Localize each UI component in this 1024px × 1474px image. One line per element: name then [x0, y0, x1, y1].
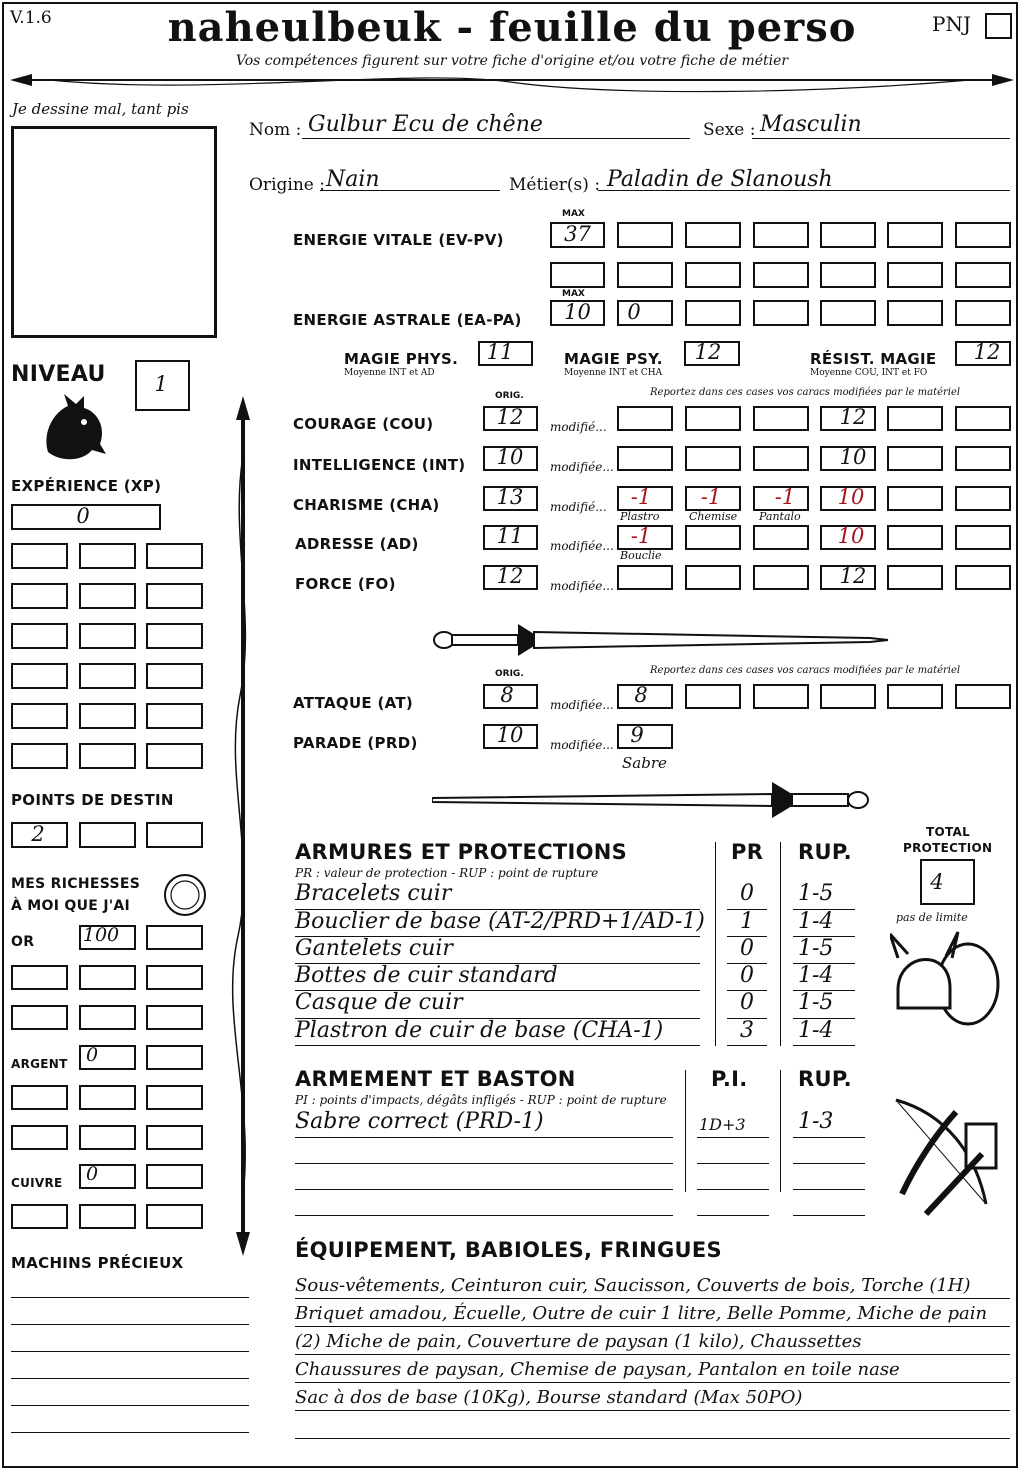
cou-mod-box[interactable] [887, 406, 943, 431]
armure-name[interactable]: Plastron de cuir de base (CHA-1) [295, 1018, 664, 1043]
sheet-subtitle: Vos compétences figurent sur votre fiche d'origine et/ou votre fiche de métier [235, 53, 789, 69]
pr-header: PR [731, 840, 764, 864]
ad-orig-box[interactable]: 11 [483, 525, 538, 550]
equipement-rule [295, 1382, 1010, 1383]
int-final-box[interactable]: 10 [820, 446, 876, 471]
arme-name[interactable]: Sabre correct (PRD-1) [295, 1109, 544, 1134]
arme-rup[interactable]: 1-3 [798, 1109, 834, 1134]
richesses-label-2: À MOI QUE J'AI [11, 898, 131, 914]
arme-line [295, 1163, 673, 1164]
ev-box[interactable] [753, 222, 809, 248]
fo-orig-box[interactable]: 12 [483, 565, 538, 590]
xp-cell[interactable] [79, 543, 136, 569]
armure-pr[interactable]: 0 [740, 881, 754, 906]
cuivre-box[interactable] [11, 1204, 68, 1229]
ea-box[interactable] [753, 300, 809, 326]
cou-final-box[interactable]: 12 [820, 406, 876, 431]
sexe-line [752, 138, 1010, 139]
or-box[interactable] [79, 965, 136, 990]
vertical-spear-icon [228, 396, 258, 1256]
ev-box[interactable] [820, 222, 876, 248]
pi-header: P.I. [711, 1067, 748, 1091]
equipement-title: ÉQUIPEMENT, BABIOLES, FRINGUES [295, 1238, 722, 1262]
arme-line [295, 1189, 673, 1190]
armure-line [727, 1018, 767, 1019]
orig-label: ORIG. [495, 391, 524, 401]
sword-icon-2 [432, 776, 872, 824]
armure-pr[interactable]: 3 [740, 1018, 754, 1043]
equipement-rule [295, 1438, 1010, 1439]
int-mod-box[interactable] [617, 446, 673, 471]
cha-mod-label: modifié... [550, 500, 607, 514]
ea-max-label: MAX [562, 289, 585, 299]
destin-box[interactable] [79, 822, 136, 848]
ev-box[interactable] [753, 262, 809, 288]
metier-value[interactable]: Paladin de Slanoush [607, 167, 833, 192]
magie-phys-label: MAGIE PHYS. [344, 350, 459, 368]
armure-line [793, 1018, 855, 1019]
cou-mod-box[interactable] [753, 406, 809, 431]
ev-label: ENERGIE VITALE (EV-PV) [293, 231, 504, 249]
or-label: OR [11, 934, 35, 950]
argent-box[interactable] [79, 1085, 136, 1110]
at-mod-box[interactable]: 8 [617, 684, 673, 709]
armure-line [295, 1018, 700, 1019]
weapons-icon [886, 1094, 1006, 1220]
arme-line [793, 1137, 865, 1138]
cou-label: COURAGE (COU) [293, 415, 434, 433]
nom-value[interactable]: Gulbur Ecu de chêne [308, 112, 543, 137]
xp-box[interactable]: 0 [11, 504, 161, 530]
armure-line [793, 963, 855, 964]
armement-divider [780, 1070, 781, 1192]
cou-mod-box[interactable] [685, 406, 741, 431]
fo-mod-box[interactable] [685, 565, 741, 590]
equipement-rule [295, 1298, 1010, 1299]
metier-label: Métier(s) : [509, 175, 601, 195]
cha-m2-note: Chemise [689, 510, 738, 523]
ev-box[interactable] [887, 262, 943, 288]
armure-rup[interactable]: 1-4 [798, 963, 834, 988]
version-label: V.1.6 [10, 8, 52, 28]
prd-mod-box[interactable]: 9 [617, 724, 673, 749]
int-mod-box[interactable] [887, 446, 943, 471]
total-label: TOTAL [926, 825, 971, 839]
at-mod-box[interactable] [685, 684, 741, 709]
ad-mod-box[interactable] [887, 525, 943, 550]
origine-value[interactable]: Nain [326, 167, 380, 192]
destin-box[interactable]: 2 [11, 822, 68, 848]
spear-divider-icon [10, 66, 1014, 96]
rup-header: RUP. [798, 840, 852, 864]
nom-label: Nom : [249, 120, 302, 140]
equipement-rule [295, 1410, 1010, 1411]
ea-label: ENERGIE ASTRALE (EA-PA) [293, 311, 522, 329]
or-box[interactable] [11, 1005, 68, 1030]
xp-cell[interactable] [146, 583, 203, 609]
cou-mod-box[interactable] [617, 406, 673, 431]
combat-report-note: Reportez dans ces cases vos caracs modifiées par le matériel [650, 665, 961, 676]
ev-max-box[interactable]: 37 [550, 222, 605, 248]
xp-cell[interactable] [79, 623, 136, 649]
armure-pr[interactable]: 0 [740, 936, 754, 961]
or-box[interactable] [11, 965, 68, 990]
at-mod-box[interactable] [955, 684, 1011, 709]
argent-box[interactable] [11, 1085, 68, 1110]
combat-orig-label: ORIG. [495, 669, 524, 679]
argent-box[interactable]: 0 [79, 1045, 136, 1070]
ev-box[interactable] [685, 262, 741, 288]
prd-mod-label: modifiée... [550, 738, 614, 752]
or-box[interactable] [79, 1005, 136, 1030]
armure-name[interactable]: Gantelets cuir [295, 936, 453, 961]
armure-pr[interactable]: 1 [740, 909, 754, 934]
cuivre-label: CUIVRE [11, 1176, 63, 1190]
or-box[interactable] [146, 925, 203, 950]
resist-magie-box[interactable]: 12 [955, 341, 1011, 366]
machins-line [11, 1297, 249, 1298]
armement-divider [685, 1070, 686, 1192]
xp-cell[interactable] [11, 623, 68, 649]
cou-mod-label: modifié... [550, 420, 607, 434]
at-mod-box[interactable] [820, 684, 876, 709]
ea-box[interactable] [955, 300, 1011, 326]
armure-line [295, 909, 700, 910]
armure-rup[interactable]: 1-4 [798, 1018, 834, 1043]
portrait-box[interactable] [11, 126, 217, 338]
int-mod-box[interactable] [753, 446, 809, 471]
rup-header-2: RUP. [798, 1067, 852, 1091]
xp-cell[interactable] [146, 703, 203, 729]
cou-orig-box[interactable]: 12 [483, 406, 538, 431]
ea-max-box[interactable]: 10 [550, 300, 605, 326]
coin-icon [162, 872, 208, 918]
int-mod-box[interactable] [685, 446, 741, 471]
xp-cell[interactable] [79, 743, 136, 769]
armement-title: ARMEMENT ET BASTON [295, 1067, 576, 1091]
argent-box[interactable] [146, 1085, 203, 1110]
cha-m3-note: Pantalo [759, 510, 801, 523]
xp-cell[interactable] [79, 703, 136, 729]
machins-line [11, 1378, 249, 1379]
or-box[interactable]: 100 [79, 925, 136, 950]
xp-cell[interactable] [79, 663, 136, 689]
richesses-label: MES RICHESSES [11, 876, 141, 892]
xp-cell[interactable] [146, 623, 203, 649]
metier-line [598, 190, 1010, 191]
fo-final-box[interactable]: 12 [820, 565, 876, 590]
armure-name[interactable]: Casque de cuir [295, 990, 463, 1015]
equipement-rule [295, 1326, 1010, 1327]
machins-line [11, 1432, 249, 1433]
machins-label: MACHINS PRÉCIEUX [11, 1254, 184, 1272]
armures-note: PR : valeur de protection - RUP : point de rupture [295, 866, 599, 880]
armure-line [295, 990, 700, 991]
armure-name[interactable]: Bottes de cuir standard [295, 963, 558, 988]
cou-mod-box[interactable] [955, 406, 1011, 431]
machins-line [11, 1351, 249, 1352]
destin-box[interactable] [146, 822, 203, 848]
magie-psy-label: MAGIE PSY. [564, 350, 663, 368]
fo-mod-box[interactable] [887, 565, 943, 590]
xp-cell[interactable] [11, 543, 68, 569]
arme-line [793, 1163, 865, 1164]
prd-note: Sabre [622, 754, 667, 772]
armure-rup[interactable]: 1-5 [798, 881, 834, 906]
ad-mod-box[interactable] [955, 525, 1011, 550]
ev-box[interactable] [685, 222, 741, 248]
cha-mod-box[interactable] [887, 486, 943, 511]
cha-orig-box[interactable]: 13 [483, 486, 538, 511]
or-box[interactable] [146, 1005, 203, 1030]
armure-line [793, 909, 855, 910]
dragon-icon [40, 392, 108, 464]
total-protection-box[interactable]: 4 [920, 859, 975, 905]
ad-mod-box[interactable]: -1 [617, 525, 673, 550]
cuivre-box[interactable] [146, 1164, 203, 1189]
armure-line [727, 990, 767, 991]
pnj-label: PNJ [932, 12, 971, 36]
xp-label: EXPÉRIENCE (XP) [11, 477, 162, 495]
armure-pr[interactable]: 0 [740, 990, 754, 1015]
armure-line [727, 1045, 767, 1046]
ad-m1-note: Bouclie [620, 549, 662, 562]
armure-line [793, 936, 855, 937]
armure-rup[interactable]: 1-5 [798, 990, 834, 1015]
ev-box[interactable] [617, 222, 673, 248]
ev-box[interactable] [820, 262, 876, 288]
int-orig-box[interactable]: 10 [483, 446, 538, 471]
armure-line [295, 936, 700, 937]
magie-phys-box[interactable]: 11 [478, 341, 533, 366]
fo-mod-box[interactable] [617, 565, 673, 590]
cha-mod-box[interactable]: -1 [685, 486, 741, 511]
armure-line [727, 909, 767, 910]
ad-label: ADRESSE (AD) [295, 535, 419, 553]
helmet-shield-icon [890, 928, 1002, 1028]
argent-box[interactable] [146, 1045, 203, 1070]
armure-line [295, 1045, 700, 1046]
armure-line [727, 936, 767, 937]
arme-line [295, 1137, 673, 1138]
or-box[interactable] [146, 965, 203, 990]
resist-magie-note: Moyenne COU, INT et FO [810, 368, 928, 378]
prd-orig-box[interactable]: 10 [483, 724, 538, 749]
sword-icon [430, 620, 890, 660]
niveau-box[interactable]: 1 [135, 360, 190, 411]
armure-line [793, 1045, 855, 1046]
armures-divider [715, 842, 716, 1046]
int-mod-label: modifiée... [550, 460, 614, 474]
ad-mod-box[interactable] [753, 525, 809, 550]
int-mod-box[interactable] [955, 446, 1011, 471]
machins-line [11, 1405, 249, 1406]
ev-max-label: MAX [562, 209, 585, 219]
armure-rup[interactable]: 1-4 [798, 909, 834, 934]
magie-psy-box[interactable]: 12 [684, 341, 740, 366]
arme-line [793, 1215, 865, 1216]
equipement-line[interactable]: Sous-vêtements, Ceinturon cuir, Saucisson, Couverts de bois, Torche (1H) [295, 1275, 971, 1296]
magie-phys-note: Moyenne INT et AD [344, 368, 435, 378]
origine-line [320, 190, 500, 191]
fo-label: FORCE (FO) [295, 575, 396, 593]
argent-box[interactable] [146, 1125, 203, 1150]
machins-line [11, 1324, 249, 1325]
fo-mod-box[interactable] [753, 565, 809, 590]
armement-note: PI : points d'impacts, dégâts infligés - RUP : point de rupture [295, 1093, 667, 1107]
armure-pr[interactable]: 0 [740, 963, 754, 988]
xp-cell[interactable] [11, 583, 68, 609]
armures-title: ARMURES ET PROTECTIONS [295, 840, 628, 864]
xp-cell[interactable] [11, 743, 68, 769]
niveau-label: NIVEAU [11, 362, 106, 387]
at-label: ATTAQUE (AT) [293, 694, 414, 712]
ea-box[interactable] [685, 300, 741, 326]
ev-box[interactable] [550, 262, 605, 288]
at-mod-box[interactable] [753, 684, 809, 709]
resist-magie-label: RÉSIST. MAGIE [810, 350, 937, 368]
ev-box[interactable] [955, 222, 1011, 248]
at-mod-label: modifiée... [550, 698, 614, 712]
cuivre-box[interactable]: 0 [79, 1164, 136, 1189]
cha-mod-box[interactable] [955, 486, 1011, 511]
ad-mod-box[interactable] [685, 525, 741, 550]
armure-line [793, 990, 855, 991]
xp-cell[interactable] [146, 663, 203, 689]
fo-mod-label: modifiée... [550, 579, 614, 593]
equipement-line[interactable]: Sac à dos de base (10Kg), Bourse standard (Max 50PO) [295, 1387, 803, 1408]
arme-line [697, 1137, 769, 1138]
nom-line [302, 138, 690, 139]
ad-final-box[interactable]: 10 [820, 525, 876, 550]
xp-cell[interactable] [11, 703, 68, 729]
xp-cell[interactable] [146, 743, 203, 769]
origine-label: Origine : [249, 175, 325, 195]
equipement-line[interactable]: Briquet amadou, Écuelle, Outre de cuir 1 litre, Belle Pomme, Miche de pain [295, 1303, 988, 1324]
cuivre-box[interactable] [79, 1204, 136, 1229]
arme-line [697, 1215, 769, 1216]
cha-mod-box[interactable]: -1 [753, 486, 809, 511]
xp-cell[interactable] [11, 663, 68, 689]
armure-line [727, 963, 767, 964]
armure-name[interactable]: Bracelets cuir [295, 881, 452, 906]
pnj-checkbox[interactable] [985, 13, 1012, 39]
sheet-title: naheulbeuk - feuille du perso [167, 4, 857, 51]
equipement-line[interactable]: (2) Miche de pain, Couverture de paysan (1 kilo), Chaussettes [295, 1331, 862, 1352]
prd-label: PARADE (PRD) [293, 734, 418, 752]
at-mod-box[interactable] [887, 684, 943, 709]
argent-label: ARGENT [11, 1057, 68, 1071]
int-label: INTELLIGENCE (INT) [293, 456, 466, 474]
ev-box[interactable] [887, 222, 943, 248]
equipement-line[interactable]: Chaussures de paysan, Chemise de paysan, Pantalon en toile nase [295, 1359, 900, 1380]
cha-m1-note: Plastro [620, 510, 660, 523]
equipement-rule [295, 1354, 1010, 1355]
armure-rup[interactable]: 1-5 [798, 936, 834, 961]
argent-box[interactable] [11, 1125, 68, 1150]
report-note: Reportez dans ces cases vos caracs modifiées par le matériel [650, 387, 961, 398]
argent-box[interactable] [79, 1125, 136, 1150]
armure-name[interactable]: Bouclier de base (AT-2/PRD+1/AD-1) [295, 909, 705, 934]
cha-mod-box[interactable]: -1 [617, 486, 673, 511]
total-note: pas de limite [896, 911, 968, 924]
magie-psy-note: Moyenne INT et CHA [564, 368, 663, 378]
arme-pi[interactable]: 1D+3 [699, 1115, 746, 1134]
ev-box[interactable] [955, 262, 1011, 288]
ad-mod-label: modifiée... [550, 539, 614, 553]
cha-label: CHARISME (CHA) [293, 496, 440, 514]
sexe-label: Sexe : [703, 120, 756, 140]
arme-line [295, 1215, 673, 1216]
xp-cell[interactable] [79, 583, 136, 609]
fo-mod-box[interactable] [955, 565, 1011, 590]
ea-box[interactable] [820, 300, 876, 326]
armure-line [295, 963, 700, 964]
at-orig-box[interactable]: 8 [483, 684, 538, 709]
ev-box[interactable] [617, 262, 673, 288]
armures-divider [780, 842, 781, 1046]
cuivre-box[interactable] [146, 1204, 203, 1229]
arme-line [697, 1163, 769, 1164]
portrait-caption: Je dessine mal, tant pis [12, 100, 189, 118]
cha-final-box[interactable]: 10 [820, 486, 876, 511]
protection-label: PROTECTION [903, 841, 993, 855]
sexe-value[interactable]: Masculin [760, 112, 862, 137]
arme-line [793, 1189, 865, 1190]
ea-box[interactable]: 0 [617, 300, 673, 326]
destin-label: POINTS DE DESTIN [11, 791, 174, 809]
ea-box[interactable] [887, 300, 943, 326]
xp-cell[interactable] [146, 543, 203, 569]
arme-line [697, 1189, 769, 1190]
